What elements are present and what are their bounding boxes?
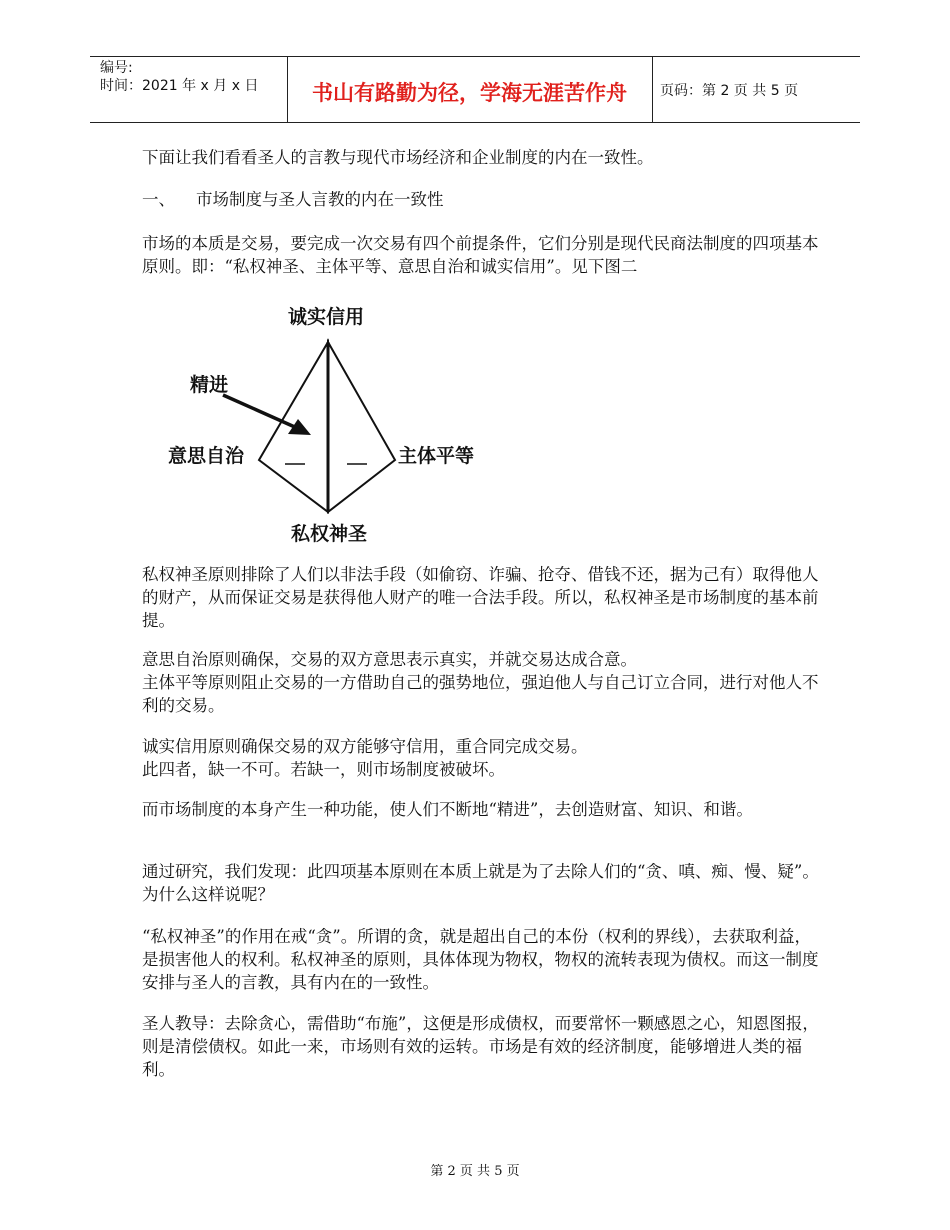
pyramid-right-face (328, 342, 395, 512)
document-number-label: 编号: (100, 60, 133, 76)
equality-paragraph: 主体平等原则阻止交易的一方借助自己的强势地位，强迫他人与自己订立合同，进行对他人不利的交易。 (142, 673, 819, 715)
header-top-rule (90, 56, 860, 57)
pyramid-figure (165, 300, 495, 550)
header-meta (100, 59, 258, 95)
autonomy-paragraph: 意思自治原则确保，交易的双方意思表示真实，并就交易达成合意。 (142, 650, 637, 669)
label-honesty-credit: 诚实信用 (288, 306, 365, 328)
label-sanctity-of-private-rights: 私权神圣 (291, 523, 368, 545)
page-footer: 第 2 页 共 5 页 (430, 1164, 520, 1179)
market-essence-paragraph: 市场的本质是交易，要完成一次交易有四个前提条件，它们分别是现代民商法制度的四项基本原则。即：“私权神圣、主体平等、意思自治和诚实信用”。见下图二 (142, 234, 819, 276)
honesty-paragraph: 诚实信用原则确保交易的双方能够守信用，重合同完成交易。 (142, 737, 588, 756)
greed-paragraph: “私权神圣”的作用在戒“贪”。所谓的贪，就是超出自己的本份（权利的界线），去获取利益，是损害他人的权利。私权神圣的原则，具体体现为物权，物权的流转表现为债权。而这一制度安排与圣人的言教，具有内在的一致性。 (142, 927, 819, 992)
jingjin-arrow-shaft (223, 395, 297, 428)
label-jingjin: 精进 (190, 374, 229, 396)
label-equality-of-subjects: 主体平等 (398, 445, 475, 467)
indispensable-paragraph: 此四者，缺一不可。若缺一，则市场制度被破坏。 (142, 760, 505, 779)
research-paragraph: 通过研究，我们发现：此四项基本原则在本质上就是为了去除人们的“贪、嗔、痴、慢、疑”。为什么这样说呢？ (142, 862, 819, 904)
header-divider-right (652, 57, 653, 122)
section-heading: 一、 市场制度与圣人言教的内在一致性 (142, 190, 444, 209)
header-bottom-rule (90, 122, 860, 123)
four-principles-diagram (165, 300, 495, 550)
header-page-info: 页码：第 2 页 共 5 页 (660, 83, 799, 99)
label-autonomy-of-will: 意思自治 (168, 445, 245, 467)
header-motto: 书山有路勤为径，学海无涯苦作舟 (312, 81, 627, 105)
sage-teaching-paragraph: 圣人教导：去除贪心，需借助“布施”，这便是形成债权，而要常怀一颗感恩之心，知恩图报，则是清偿债权。如此一来，市场则有效的运转。市场是有效的经济制度，能够增进人类的福利。 (142, 1014, 819, 1079)
private-rights-paragraph: 私权神圣原则排除了人们以非法手段（如偷窃、诈骗、抢夺、借钱不还，据为己有）取得他人的财产，从而保证交易是获得他人财产的唯一合法手段。所以，私权神圣是市场制度的基本前提。 (142, 565, 819, 630)
function-paragraph: 而市场制度的本身产生一种功能，使人们不断地“精进”，去创造财富、知识、和谐。 (142, 800, 753, 819)
intro-paragraph: 下面让我们看看圣人的言教与现代市场经济和企业制度的内在一致性。 (142, 148, 654, 167)
document-time-label: 时间：2021 年 x 月 x 日 (100, 78, 259, 94)
